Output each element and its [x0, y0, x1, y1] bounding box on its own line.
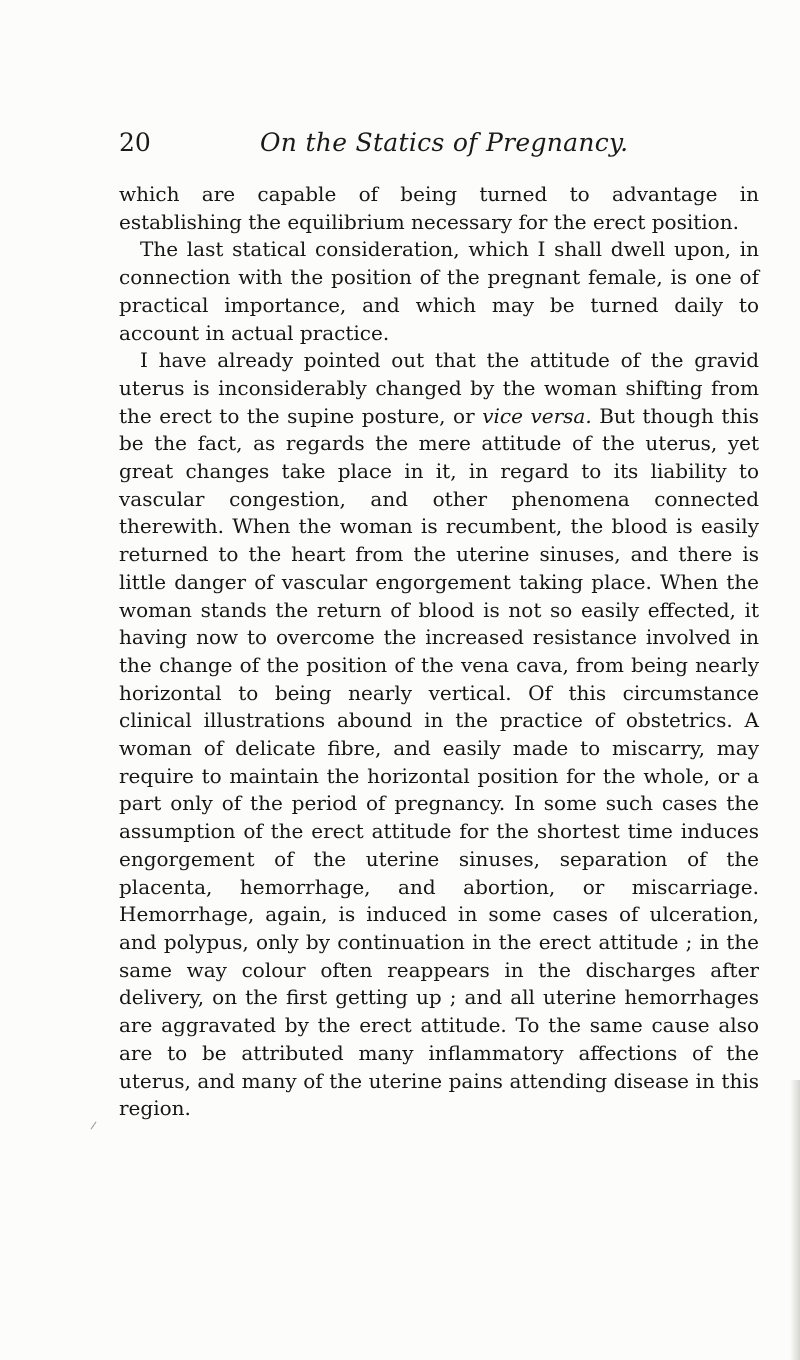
page-number: 20	[119, 128, 151, 157]
running-title: On the Statics of Pregnancy.	[260, 128, 629, 157]
body-text	[119, 181, 759, 1123]
stray-mark	[91, 1122, 97, 1130]
italic-phrase: vice versa.	[482, 403, 592, 428]
paragraph-1: which are capable of being turned to advantage in establishing the equilibrium necessary for the erect position.	[119, 182, 759, 234]
paragraph-3-text-end: But though this be the fact, as regards the mere attitude of the uterus, yet great changes take place in it, in regard to its liability to vascular congestion, and other phenomena connected therewith. When the woman is recumbent, the blood is easily returned to the heart from the uterine sinuses, and there is little danger of vascular engorgement taking place. When the woman stands the return of blood is not so easily effected, it having now to overcome the increased resistance involved in the change of the position of the vena cava, from being nearly horizontal to being nearly vertical. Of this circumstance clinical illustrations abound in the practice of obstetrics. A woman of delicate fibre, and easily made to miscarry, may require to maintain the horizontal position for the whole, or a part only of the period of pregnancy. In some such cases the assumption of the erect attitude for the shortest time induces engorgement of the uterine sinuses, separation of the placenta, hemorrhage, and abortion, or miscarriage. Hemorrhage, again, is induced in some cases of ulceration, and polypus, only by continuation in the erect attitude ; in the same way colour often reappears in the discharges after delivery, on the first getting up ; and all uterine hemorrhages are aggravated by the erect attitude. To the same cause also are to be attributed many inflammatory affections of the uterus, and many of the uterine pains attending disease in this region.	[119, 403, 759, 1121]
running-head	[119, 128, 759, 162]
paragraph-2: The last statical consideration, which I shall dwell upon, in connection with the position of the pregnant female, is one of practical importance, and which may be turned daily to account in actual practice.	[119, 237, 759, 345]
paragraph-3-text-start: I have already pointed out that the attitude of the gravid uterus is inconsiderably changed by the woman shifting from the erect to the supine posture, or	[119, 348, 759, 428]
paragraph-3	[119, 347, 759, 1123]
page-edge-shadow	[790, 1080, 800, 1360]
